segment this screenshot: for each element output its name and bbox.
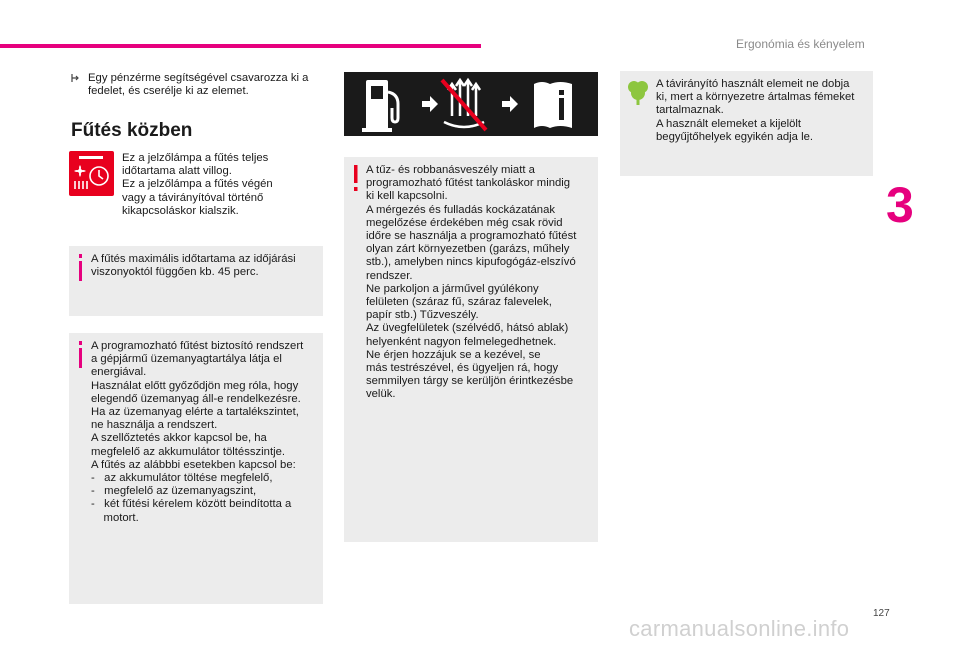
refuel-warning-pictogram (344, 72, 598, 136)
warning-icon (352, 165, 364, 193)
text-line: ki kell kapcsolni. (366, 190, 448, 203)
watermark: carmanualsonline.info (629, 616, 850, 641)
eco-box (620, 71, 873, 176)
text-line: Ez a jelzőlámpa a fűtés teljes (122, 152, 269, 164)
text-line: felületen (száraz fű, száraz falevelek, (366, 296, 552, 309)
text-line: ne használja a rendszert. (91, 419, 218, 432)
text-line: A használt elemeket a kijelölt (656, 117, 802, 130)
text-line: papír stb.) Tűzveszély. (366, 309, 479, 322)
text-line: A fűtés az alábbbi esetekben kapcsol be: (91, 458, 296, 471)
intro-text: Egy pénzérme segítségével csavarozza ki a fedelet, és cserélje ki az elemet. (88, 72, 309, 98)
text-line: megelőzése érdekében még csak rövid (366, 216, 563, 229)
text-line: A távirányító használt elemeit ne dobja (656, 78, 850, 90)
text-line: Ez a jelzőlámpa a fűtés végén (122, 178, 273, 191)
text-line: begyűjtőhelyek egyikén adja le. (656, 130, 814, 143)
text-line: kikapcsoláskor kialszik. (122, 204, 239, 217)
text-line: A programozható fűtést biztosító rendszert (91, 340, 304, 352)
text-line: időre se használja a programozható fűtést (366, 230, 577, 243)
section-heading: Fűtés közben (71, 120, 193, 141)
text-line: a gépjármű üzemanyagtartálya látja el (91, 353, 282, 366)
text-line: Ne parkoljon a járművel gyúlékony (366, 282, 539, 295)
text-line: Használat előtt győződjön meg róla, hogy (91, 379, 299, 392)
text-line: időtartama alatt villog. (122, 165, 232, 178)
crossed-heater-icon (442, 80, 486, 130)
list-item: motort. (91, 511, 139, 524)
text-line: tartalmaznak. (656, 104, 724, 117)
text-line: rendszer. (366, 269, 413, 282)
text-line: viszonyoktól függően kb. 45 perc. (91, 266, 259, 279)
list-item: - megfelelő az üzemanyagszint, (91, 485, 257, 498)
accent-bar (0, 44, 481, 48)
list-item: - két fűtési kérelem között beindította a (91, 498, 292, 511)
text-line: energiával. (91, 366, 147, 379)
info-box-fuel (69, 333, 323, 604)
chapter-number: 3 (886, 177, 914, 233)
text-line: más testrészével, és ügyeljen rá, hogy (366, 362, 559, 375)
info-box-duration (69, 246, 323, 316)
page-number: 127 (873, 608, 890, 619)
text-line: vagy a távirányítóval történő (122, 191, 264, 204)
arrow-bullet-icon (70, 72, 82, 84)
text-line: programozható fűtést tankoláskor mindig (366, 177, 571, 190)
text-line: Ha az üzemanyag elérte a tartalékszintet, (91, 406, 299, 419)
warning-box (344, 157, 598, 542)
text-line: A fűtés maximális időtartama az időjárási (91, 253, 296, 265)
fuel-pump-icon (362, 80, 398, 132)
info-icon (77, 341, 89, 369)
list-item: - az akkumulátor töltése megfelelő, (91, 472, 273, 485)
text-line: helyenként nagyon felmelegedhetnek. (366, 335, 557, 348)
text-line: A mérgezés és fulladás kockázatának (366, 203, 556, 216)
text-line: Ne érjen hozzájuk se a kezével, se (366, 348, 541, 361)
text-line: elegendő üzemanyag áll-e rendelkezésre. (91, 392, 301, 405)
info-icon (77, 254, 89, 282)
tree-icon (626, 78, 650, 106)
text-line: ki, mert a környezetre ártalmas fémeket (656, 91, 855, 104)
text-line: olyan zárt környezetben (garázs, műhely (366, 243, 570, 256)
text-line: velük. (366, 388, 396, 401)
manual-info-icon (534, 82, 572, 128)
text-line: stb.), amelyben nincs kipufogógáz-elszívó (366, 256, 576, 269)
text-line: A tűz- és robbanásveszély miatt a (366, 164, 535, 176)
intro-bullet (70, 72, 330, 98)
arrow-icon (502, 96, 518, 112)
text-line: semmilyen tárgy se kerüljön érintkezésbe (366, 375, 574, 388)
heater-description (122, 152, 312, 218)
text-line: megfelelő az akkumulátor töltésszintje. (91, 445, 286, 458)
text-line: Az üvegfelületek (szélvédő, hátsó ablak) (366, 322, 569, 335)
text-line: A szellőztetés akkor kapcsol be, ha (91, 432, 267, 445)
heater-warning-icon (69, 151, 114, 196)
arrow-icon (422, 96, 438, 112)
section-header: Ergonómia és kényelem (736, 37, 865, 51)
